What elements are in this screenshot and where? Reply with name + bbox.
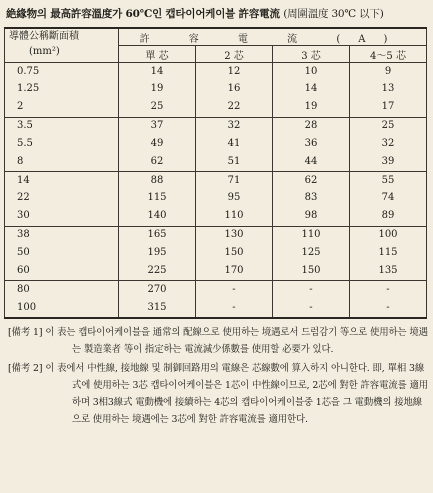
cell-size: 1.25: [5, 81, 119, 99]
cell-size: 8: [5, 153, 119, 171]
cell-size: 50: [5, 244, 119, 262]
cell-single: 195: [119, 244, 196, 262]
cell-2core: -: [196, 299, 273, 318]
cell-single: 225: [119, 262, 196, 280]
cell-2core: 71: [196, 172, 273, 190]
col-header-single: 單 芯: [119, 46, 196, 63]
cell-size: 5.5: [5, 135, 119, 153]
table-row: [5, 172, 427, 190]
col-header-3core: 3 芯: [273, 46, 350, 63]
cell-4-5core: 17: [350, 99, 427, 117]
cell-single: 25: [119, 99, 196, 117]
note-text: 이 表에서 中性線, 接地線 및 制御回路用의 電線은 芯線數에 算入하지 아니한다. 即, 單相 3線式에 使用하는 3芯 캡타이어케이블은 1芯이 中性線이므로, 2芯에 對한 許容電流를 適用하며 3相3線式 電動機에 接續하는 4芯의 캡타이어케이블중 1芯을 그 電動機의 接地線으로 使用하는 境遇에는 3芯에 對한 許容電流를 適用한다.: [45, 363, 429, 425]
note-label: [備考 2]: [8, 363, 43, 374]
cell-3core: -: [273, 299, 350, 318]
cell-single: 270: [119, 281, 196, 299]
col-header-4-5core: 4～5 芯: [350, 46, 427, 63]
table-row: [5, 299, 427, 318]
cell-single: 315: [119, 299, 196, 318]
cell-2core: -: [196, 281, 273, 299]
table-row: [5, 244, 427, 262]
cell-size: 30: [5, 208, 119, 226]
title-main: 絶緣物의 最高許容溫度가 60℃인 캡타이어케이블 許容電流: [6, 8, 280, 20]
table-row: [5, 281, 427, 299]
cell-2core: 12: [196, 63, 273, 81]
cell-3core: 36: [273, 135, 350, 153]
size-header-label: 導體公稱斷面積: [9, 31, 79, 42]
title-condition: (周圍溫度 30℃ 以下): [283, 8, 384, 20]
cell-3core: 83: [273, 190, 350, 208]
cell-size: 2: [5, 99, 119, 117]
cell-2core: 41: [196, 135, 273, 153]
cell-2core: 150: [196, 244, 273, 262]
cell-single: 14: [119, 63, 196, 81]
page-title: [6, 6, 431, 21]
note-text: 이 表는 캡타이어케이블을 通常의 配線으로 使用하는 境遇로서 드럼감기 等으로 使用하는 境遇는 製造業者 等이 指定하는 電流減少係數를 使用할 必要가 있다.: [45, 327, 428, 355]
table-row: [5, 208, 427, 226]
table-body: [5, 63, 427, 319]
note-2: [8, 360, 428, 428]
cell-4-5core: 55: [350, 172, 427, 190]
cell-2core: 22: [196, 99, 273, 117]
cell-4-5core: 115: [350, 244, 427, 262]
cell-size: 100: [5, 299, 119, 318]
cell-2core: 32: [196, 117, 273, 135]
size-header-unit: (mm²): [29, 46, 60, 57]
cell-3core: -: [273, 281, 350, 299]
cell-4-5core: 25: [350, 117, 427, 135]
notes: [8, 324, 428, 428]
cell-single: 88: [119, 172, 196, 190]
cell-4-5core: 89: [350, 208, 427, 226]
cell-4-5core: 39: [350, 153, 427, 171]
cell-4-5core: 32: [350, 135, 427, 153]
cell-2core: 130: [196, 226, 273, 244]
cell-size: 60: [5, 262, 119, 280]
table-row: [5, 81, 427, 99]
note-1: [8, 324, 428, 358]
table-row: [5, 190, 427, 208]
cell-single: 49: [119, 135, 196, 153]
table-row: [5, 226, 427, 244]
cell-size: 3.5: [5, 117, 119, 135]
ampacity-table: [4, 27, 427, 319]
cell-3core: 19: [273, 99, 350, 117]
cell-3core: 110: [273, 226, 350, 244]
cell-3core: 150: [273, 262, 350, 280]
cell-single: 165: [119, 226, 196, 244]
cell-3core: 10: [273, 63, 350, 81]
cell-2core: 110: [196, 208, 273, 226]
cell-size: 38: [5, 226, 119, 244]
cell-2core: 51: [196, 153, 273, 171]
cell-4-5core: 100: [350, 226, 427, 244]
cell-4-5core: 135: [350, 262, 427, 280]
cell-4-5core: 74: [350, 190, 427, 208]
cell-2core: 95: [196, 190, 273, 208]
cell-2core: 16: [196, 81, 273, 99]
cell-3core: 14: [273, 81, 350, 99]
cell-single: 140: [119, 208, 196, 226]
cell-4-5core: 13: [350, 81, 427, 99]
cell-3core: 44: [273, 153, 350, 171]
table-row: [5, 135, 427, 153]
table-row: [5, 262, 427, 280]
cell-3core: 28: [273, 117, 350, 135]
cell-4-5core: 9: [350, 63, 427, 81]
cell-size: 22: [5, 190, 119, 208]
cell-size: 80: [5, 281, 119, 299]
cell-3core: 98: [273, 208, 350, 226]
cell-4-5core: -: [350, 281, 427, 299]
table-row: [5, 117, 427, 135]
note-label: [備考 1]: [8, 327, 43, 338]
col-header-2core: 2 芯: [196, 46, 273, 63]
cell-size: 14: [5, 172, 119, 190]
table-row: [5, 153, 427, 171]
current-group-header: 許 容 電 流 (A): [119, 28, 427, 46]
table-row: [5, 63, 427, 81]
cell-3core: 125: [273, 244, 350, 262]
cell-single: 37: [119, 117, 196, 135]
cell-single: 62: [119, 153, 196, 171]
size-column-header: [5, 28, 119, 63]
cell-4-5core: -: [350, 299, 427, 318]
cell-2core: 170: [196, 262, 273, 280]
table-row: [5, 99, 427, 117]
cell-single: 19: [119, 81, 196, 99]
cell-size: 0.75: [5, 63, 119, 81]
cell-single: 115: [119, 190, 196, 208]
cell-3core: 62: [273, 172, 350, 190]
